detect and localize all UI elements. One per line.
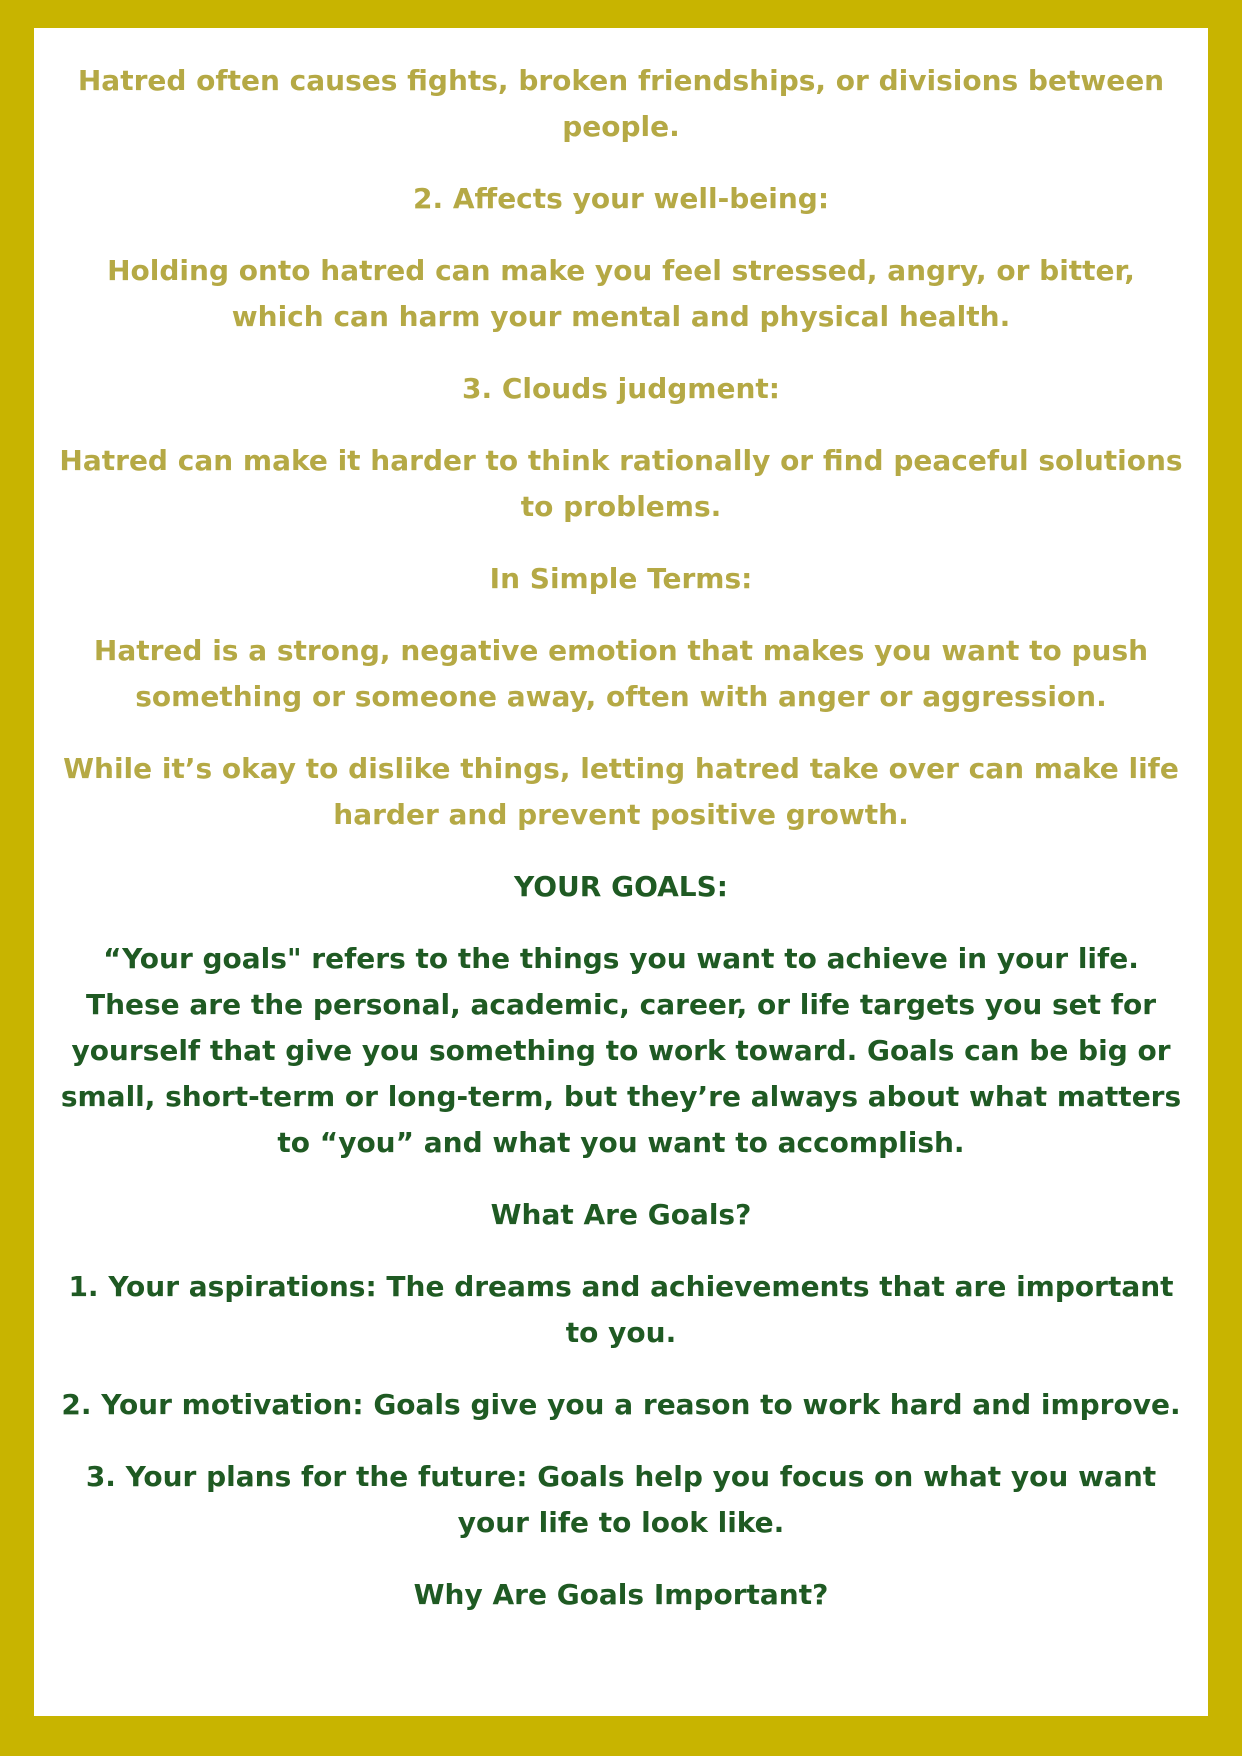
document-page [34,28,1208,1716]
wellbeing-heading: 2. Affects your well-being: [412,182,830,215]
future-plans-item: 3. Your plans for the future: Goals help you focus on what you want your life to look like. [85,1460,1157,1539]
what-are-goals-heading: What Are Goals? [490,1198,752,1231]
clouds-judgment-paragraph: Hatred can make it harder to think rationally or find peaceful solutions to problems. [59,444,1183,523]
simple-terms-heading: In Simple Terms: [489,562,753,595]
dislike-paragraph: While it’s okay to dislike things, letting hatred take over can make life harder and prevent positive growth. [63,752,1179,831]
your-goals-paragraph: “Your goals" refers to the things you want to achieve in your life. These are the personal, academic, career, or life targets you set for yourself that give you something to work toward. Goals can be big or small, short-term or long-term, but they’re always about what matters to “you” and what you want to accomplish. [60,942,1182,1159]
your-goals-heading: YOUR GOALS: [513,870,729,903]
why-goals-important-heading: Why Are Goals Important? [413,1578,829,1611]
clouds-judgment-heading: 3. Clouds judgment: [462,372,780,405]
hatred-divisions-paragraph: Hatred often causes fights, broken friendships, or divisions between people. [77,64,1165,143]
simple-terms-paragraph: Hatred is a strong, negative emotion that makes you want to push something or someone away, often with anger or aggression. [93,634,1149,713]
document-content [34,58,1208,1644]
wellbeing-paragraph: Holding onto hatred can make you feel stressed, angry, or bitter, which can harm your mental and physical health. [107,254,1135,333]
aspirations-item: 1. Your aspirations: The dreams and achievements that are important to you. [68,1270,1174,1349]
motivation-item: 2. Your motivation: Goals give you a reason to work hard and improve. [61,1388,1181,1421]
